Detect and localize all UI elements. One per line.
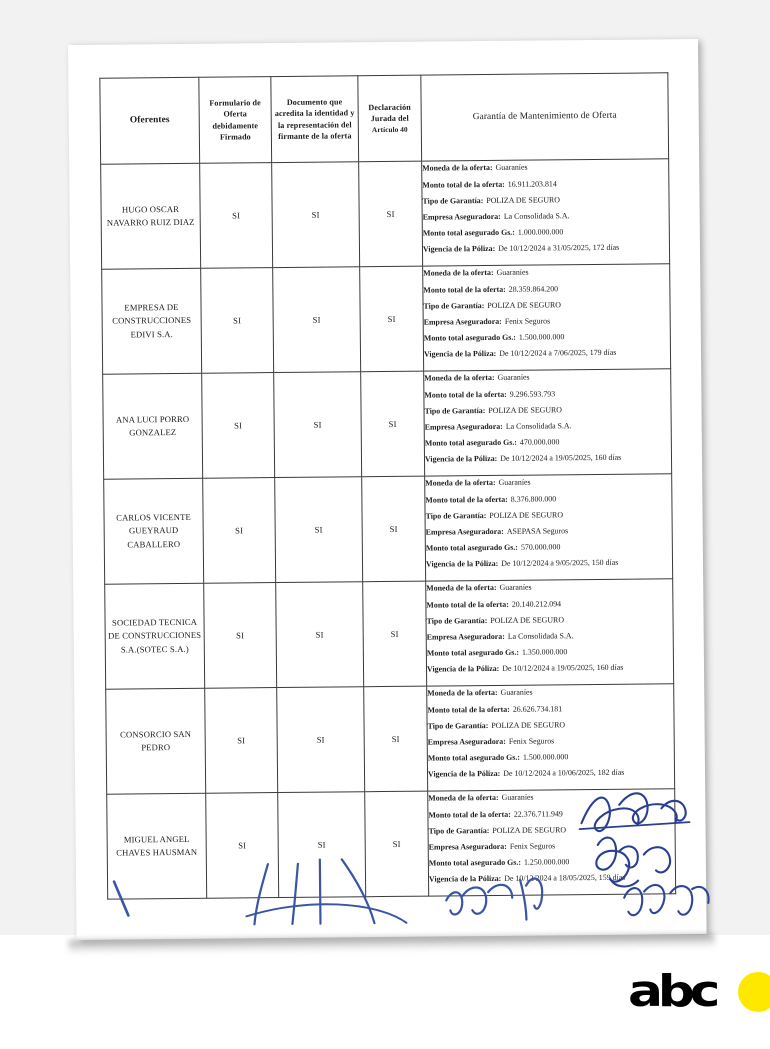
column-header-documento: Documento que acredita la identidad y la representación del firmante de la oferta bbox=[271, 76, 359, 163]
guarantee-value-monto_asegurado: 570.000.000 bbox=[520, 542, 561, 552]
guarantee-value-vigencia: De 10/12/2024 a 31/05/2025, 172 días bbox=[498, 243, 620, 254]
guarantee-value-vigencia: De 10/12/2024 a 19/05/2025, 160 días bbox=[502, 663, 624, 674]
guarantee-label-tipo_garantia: Tipo de Garantía: bbox=[422, 195, 484, 206]
cell-guarantee-details bbox=[427, 684, 675, 791]
cell-declaracion: SI bbox=[365, 791, 429, 897]
guarantee-label-monto_oferta: Monto total de la oferta: bbox=[427, 704, 510, 715]
guarantee-label-monto_asegurado: Monto total asegurado Gs.: bbox=[427, 752, 520, 763]
cell-bidder-name: ANA LUCI PORRO GONZALEZ bbox=[103, 373, 203, 479]
guarantee-value-tipo_garantia: POLIZA DE SEGURO bbox=[489, 510, 564, 520]
guarantee-label-monto_oferta: Monto total de la oferta: bbox=[428, 809, 511, 820]
cell-documento: SI bbox=[275, 477, 363, 583]
column-header-formulario: Formulario de Oferta debidamente Firmado bbox=[199, 77, 272, 164]
guarantee-value-monto_oferta: 20.140.212.094 bbox=[511, 598, 562, 609]
guarantee-value-moneda: Guaraníes bbox=[498, 478, 531, 488]
guarantee-value-tipo_garantia: POLIZA DE SEGURO bbox=[491, 720, 566, 730]
table-row bbox=[103, 369, 672, 479]
guarantee-value-tipo_garantia: POLIZA DE SEGURO bbox=[487, 300, 562, 310]
guarantee-value-tipo_garantia: POLIZA DE SEGURO bbox=[490, 615, 565, 625]
table-header bbox=[100, 73, 669, 164]
guarantee-label-vigencia: Vigencia de la Póliza: bbox=[422, 244, 496, 255]
guarantee-line-vigencia bbox=[423, 244, 669, 263]
cell-guarantee-details bbox=[426, 579, 674, 686]
cell-formulario: SI bbox=[205, 688, 278, 794]
guarantee-value-monto_asegurado: 470.000.000 bbox=[519, 437, 560, 447]
cell-guarantee-details bbox=[423, 264, 671, 371]
guarantee-label-aseguradora: Empresa Aseguradora: bbox=[423, 316, 502, 327]
cell-bidder-name: CONSORCIO SAN PEDRO bbox=[106, 688, 206, 794]
cell-formulario: SI bbox=[204, 583, 277, 689]
guarantee-line-vigencia bbox=[427, 664, 673, 683]
column-header-declaracion-sub: Artículo 40 bbox=[371, 125, 408, 134]
column-header-garantia: Garantía de Mantenimiento de Oferta bbox=[421, 73, 669, 161]
guarantee-value-monto_oferta: 16.911.203.814 bbox=[507, 178, 557, 189]
guarantee-value-monto_asegurado: 1.000.000.000 bbox=[517, 227, 564, 237]
guarantee-value-tipo_garantia: POLIZA DE SEGURO bbox=[486, 195, 561, 205]
guarantee-label-tipo_garantia: Tipo de Garantía: bbox=[426, 615, 488, 626]
guarantee-value-tipo_garantia: POLIZA DE SEGURO bbox=[488, 405, 563, 415]
cell-documento: SI bbox=[272, 162, 360, 268]
column-header-declaracion bbox=[358, 75, 422, 162]
column-header-declaracion-main: Declaración Jurada del bbox=[368, 102, 411, 124]
guarantee-label-aseguradora: Empresa Aseguradora: bbox=[424, 421, 503, 432]
bid-evaluation-table-container bbox=[99, 72, 675, 899]
guarantee-label-moneda: Moneda de la oferta: bbox=[428, 793, 499, 804]
guarantee-value-tipo_garantia: POLIZA DE SEGURO bbox=[492, 825, 567, 835]
guarantee-value-monto_oferta: 9.296.593.793 bbox=[509, 388, 556, 399]
cell-bidder-name: SOCIEDAD TECNICA DE CONSTRUCCIONES S.A.(SOTEC S.A.) bbox=[105, 583, 205, 689]
guarantee-value-monto_oferta: 28.359.864.200 bbox=[508, 283, 559, 294]
guarantee-label-vigencia: Vigencia de la Póliza: bbox=[426, 664, 500, 674]
cell-documento: SI bbox=[277, 687, 365, 793]
guarantee-label-vigencia: Vigencia de la Póliza: bbox=[424, 454, 498, 464]
table-body bbox=[101, 159, 676, 899]
abc-logo bbox=[628, 968, 770, 1016]
column-header-oferentes: Oferentes bbox=[100, 77, 200, 164]
guarantee-label-monto_asegurado: Monto total asegurado Gs.: bbox=[424, 437, 517, 448]
cell-formulario: SI bbox=[201, 268, 274, 374]
abc-logo-wordmark: abc bbox=[628, 966, 716, 1017]
guarantee-label-aseguradora: Empresa Aseguradora: bbox=[426, 631, 505, 642]
cell-declaracion: SI bbox=[359, 161, 423, 267]
guarantee-value-monto_asegurado: 1.500.000.000 bbox=[522, 752, 569, 762]
guarantee-value-moneda: Guaraníes bbox=[501, 793, 534, 803]
guarantee-label-vigencia: Vigencia de la Póliza: bbox=[423, 349, 497, 359]
cell-guarantee-details bbox=[422, 159, 670, 266]
guarantee-value-aseguradora: La Consolidada S.A. bbox=[505, 421, 572, 431]
scanned-document-page bbox=[68, 39, 707, 940]
guarantee-label-monto_asegurado: Monto total asegurado Gs.: bbox=[425, 542, 518, 553]
guarantee-label-monto_asegurado: Monto total asegurado Gs.: bbox=[426, 647, 519, 658]
guarantee-value-moneda: Guaraníes bbox=[500, 688, 533, 698]
guarantee-value-moneda: Guaraníes bbox=[497, 373, 530, 383]
guarantee-value-aseguradora: La Consolidada S.A. bbox=[503, 211, 570, 221]
table-row bbox=[105, 579, 674, 689]
guarantee-value-vigencia: De 10/12/2024 a 18/05/2025, 159 días bbox=[504, 873, 626, 884]
cell-bidder-name: EMPRESA DE CONSTRUCCIONES EDIVI S.A. bbox=[102, 268, 202, 374]
cell-documento: SI bbox=[276, 582, 364, 688]
guarantee-label-moneda: Moneda de la oferta: bbox=[425, 478, 496, 489]
guarantee-value-aseguradora: Fenix Seguros bbox=[504, 316, 551, 326]
guarantee-label-moneda: Moneda de la oferta: bbox=[424, 373, 495, 384]
guarantee-label-monto_oferta: Monto total de la oferta: bbox=[424, 389, 507, 400]
cell-declaracion: SI bbox=[361, 371, 425, 477]
cell-documento: SI bbox=[278, 792, 366, 898]
guarantee-value-moneda: Guaraníes bbox=[495, 163, 528, 173]
table-row bbox=[101, 159, 670, 269]
guarantee-value-moneda: Guaraníes bbox=[496, 268, 529, 278]
table-row bbox=[104, 474, 673, 584]
guarantee-line-vigencia bbox=[425, 454, 671, 473]
guarantee-label-tipo_garantia: Tipo de Garantía: bbox=[425, 510, 487, 521]
guarantee-line-vigencia bbox=[424, 349, 670, 368]
table-row bbox=[102, 264, 671, 374]
guarantee-value-aseguradora: Fenix Seguros bbox=[508, 736, 555, 746]
guarantee-label-aseguradora: Empresa Aseguradora: bbox=[422, 211, 501, 222]
table-row bbox=[106, 684, 675, 794]
guarantee-value-vigencia: De 10/12/2024 a 19/05/2025, 160 días bbox=[500, 453, 622, 464]
cell-declaracion: SI bbox=[364, 686, 428, 792]
guarantee-label-moneda: Moneda de la oferta: bbox=[423, 268, 494, 279]
guarantee-label-monto_asegurado: Monto total asegurado Gs.: bbox=[422, 227, 515, 238]
cell-bidder-name: CARLOS VICENTE GUEYRAUD CABALLERO bbox=[104, 478, 204, 584]
cell-documento: SI bbox=[273, 267, 361, 373]
guarantee-label-monto_oferta: Monto total de la oferta: bbox=[422, 179, 505, 190]
guarantee-value-monto_asegurado: 1.350.000.000 bbox=[521, 647, 568, 657]
guarantee-label-monto_oferta: Monto total de la oferta: bbox=[425, 494, 508, 505]
guarantee-label-vigencia: Vigencia de la Póliza: bbox=[427, 769, 501, 779]
cell-documento: SI bbox=[274, 372, 362, 478]
guarantee-line-vigencia bbox=[426, 559, 672, 578]
guarantee-value-monto_oferta: 26.626.734.181 bbox=[512, 703, 563, 714]
guarantee-label-tipo_garantia: Tipo de Garantía: bbox=[424, 405, 486, 416]
guarantee-label-tipo_garantia: Tipo de Garantía: bbox=[428, 825, 490, 836]
guarantee-label-monto_oferta: Monto total de la oferta: bbox=[426, 599, 509, 610]
cell-bidder-name: HUGO OSCAR NAVARRO RUIZ DIAZ bbox=[101, 163, 201, 269]
guarantee-value-aseguradora: Fenix Seguros bbox=[509, 841, 556, 851]
guarantee-line-vigencia bbox=[429, 874, 675, 893]
table-header-row bbox=[100, 73, 669, 164]
guarantee-label-monto_asegurado: Monto total asegurado Gs.: bbox=[423, 332, 516, 343]
guarantee-label-monto_oferta: Monto total de la oferta: bbox=[423, 284, 506, 295]
cell-guarantee-details bbox=[428, 789, 676, 896]
guarantee-label-aseguradora: Empresa Aseguradora: bbox=[425, 526, 504, 537]
cell-formulario: SI bbox=[202, 373, 275, 479]
cell-guarantee-details bbox=[425, 474, 673, 581]
guarantee-label-moneda: Moneda de la oferta: bbox=[426, 583, 497, 594]
cell-bidder-name: MIGUEL ANGEL CHAVES HAUSMAN bbox=[107, 793, 207, 899]
cell-declaracion: SI bbox=[363, 581, 427, 687]
cell-guarantee-details bbox=[424, 369, 672, 476]
abc-logo-dot-icon bbox=[738, 972, 770, 1012]
guarantee-label-vigencia: Vigencia de la Póliza: bbox=[428, 874, 502, 884]
guarantee-value-aseguradora: La Consolidada S.A. bbox=[507, 631, 574, 641]
cell-formulario: SI bbox=[206, 793, 279, 899]
cell-declaracion: SI bbox=[360, 266, 424, 372]
guarantee-value-vigencia: De 10/12/2024 a 10/06/2025, 182 días bbox=[503, 768, 625, 779]
guarantee-value-monto_asegurado: 1.250.000.000 bbox=[523, 857, 570, 867]
guarantee-value-moneda: Guaraníes bbox=[499, 583, 532, 593]
guarantee-value-monto_oferta: 8.376.800.000 bbox=[510, 493, 557, 504]
guarantee-label-aseguradora: Empresa Aseguradora: bbox=[428, 841, 507, 852]
cell-declaracion: SI bbox=[362, 476, 426, 582]
guarantee-label-monto_asegurado: Monto total asegurado Gs.: bbox=[428, 857, 521, 868]
cell-formulario: SI bbox=[200, 163, 273, 269]
guarantee-label-moneda: Moneda de la oferta: bbox=[422, 163, 493, 174]
guarantee-value-vigencia: De 10/12/2024 a 7/06/2025, 179 días bbox=[499, 348, 617, 359]
guarantee-label-vigencia: Vigencia de la Póliza: bbox=[425, 559, 499, 569]
guarantee-label-tipo_garantia: Tipo de Garantía: bbox=[427, 720, 489, 731]
cell-formulario: SI bbox=[203, 478, 276, 584]
bid-evaluation-table bbox=[99, 72, 676, 899]
guarantee-label-moneda: Moneda de la oferta: bbox=[427, 688, 498, 699]
guarantee-value-monto_oferta: 22.376.711.949 bbox=[513, 808, 563, 819]
guarantee-label-aseguradora: Empresa Aseguradora: bbox=[427, 736, 506, 747]
guarantee-value-vigencia: De 10/12/2024 a 9/05/2025, 150 días bbox=[501, 558, 619, 569]
guarantee-line-vigencia bbox=[428, 769, 674, 788]
table-row bbox=[107, 789, 676, 899]
guarantee-label-tipo_garantia: Tipo de Garantía: bbox=[423, 300, 485, 311]
guarantee-value-aseguradora: ASEPASA Seguros bbox=[506, 526, 569, 536]
guarantee-value-monto_asegurado: 1.500.000.000 bbox=[518, 332, 565, 342]
